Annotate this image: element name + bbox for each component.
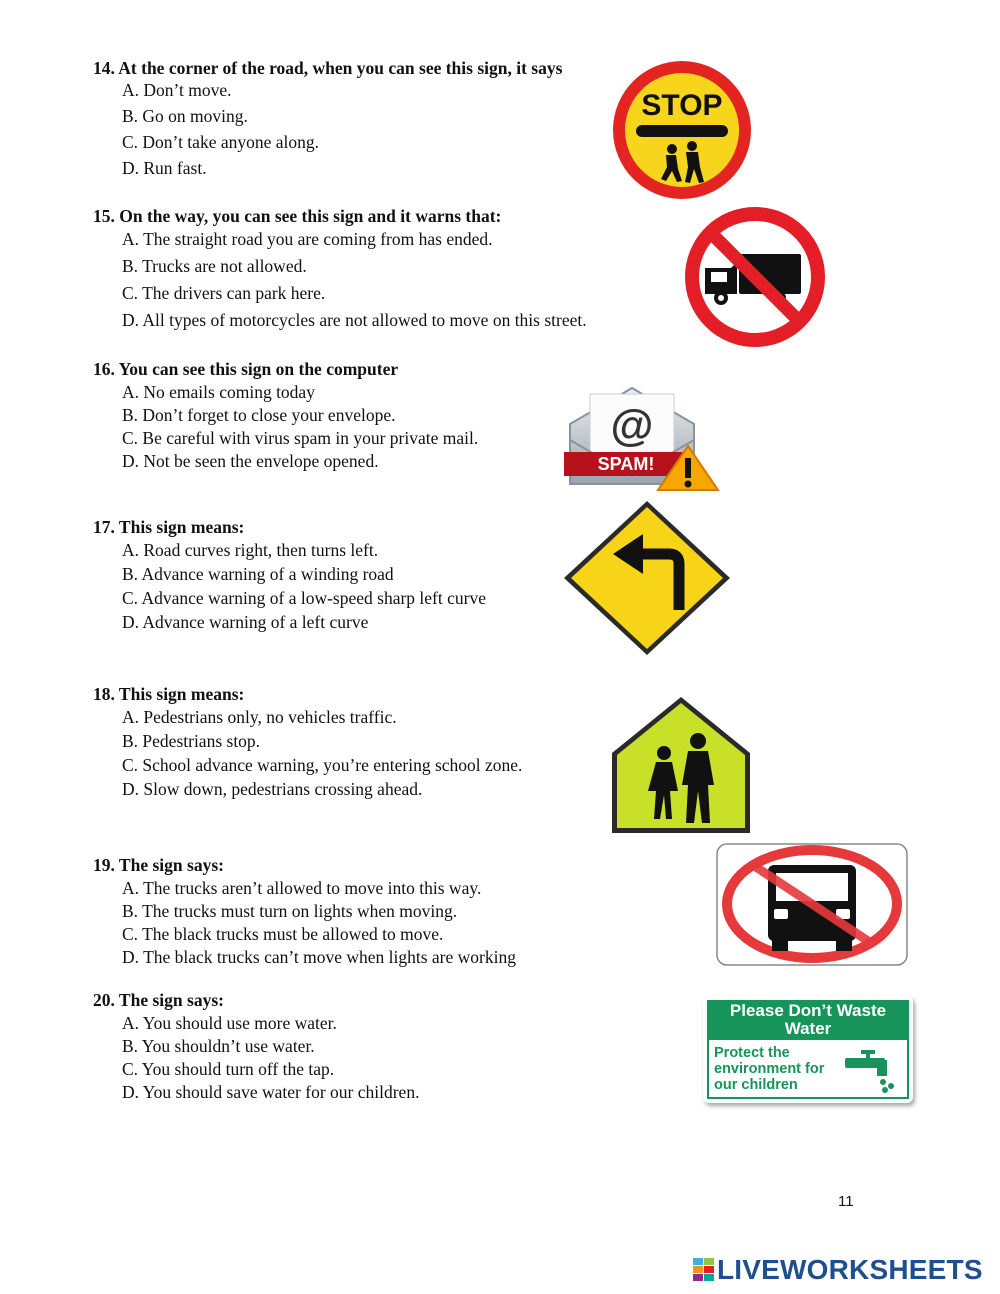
question-17 bbox=[93, 516, 486, 634]
option-d: D. You should save water for our children. bbox=[122, 1082, 420, 1102]
water-heading: Please Don’t Waste Water bbox=[707, 1000, 909, 1040]
no-trucks-sign-icon bbox=[716, 843, 908, 966]
brand-name: LIVEWORKSHEETS bbox=[717, 1254, 983, 1285]
left-curve-sign-icon bbox=[561, 498, 733, 658]
option-b: B. Advance warning of a winding road bbox=[122, 564, 394, 584]
option-b: B. Don’t forget to close your envelope. bbox=[122, 405, 396, 425]
page-number: 11 bbox=[838, 1193, 854, 1210]
question-19 bbox=[93, 854, 516, 969]
question-title: 14. At the corner of the road, when you can see this sign, it says bbox=[93, 58, 563, 78]
option-a: A. Don’t move. bbox=[122, 80, 232, 100]
stop-text: STOP bbox=[641, 89, 723, 122]
question-title: 20. The sign says: bbox=[93, 990, 224, 1010]
option-c: C. The drivers can park here. bbox=[122, 283, 326, 303]
question-title: 15. On the way, you can see this sign and it warns that: bbox=[93, 206, 502, 226]
question-18 bbox=[93, 683, 522, 801]
spam-email-icon bbox=[560, 380, 722, 494]
option-b: B. Go on moving. bbox=[122, 106, 248, 126]
question-title: 16. You can see this sign on the computer bbox=[93, 359, 399, 379]
option-c: C. Advance warning of a low-speed sharp left curve bbox=[122, 588, 486, 608]
question-20 bbox=[93, 989, 419, 1104]
option-d: D. Advance warning of a left curve bbox=[122, 612, 369, 632]
email-at-symbol: @ bbox=[610, 401, 654, 450]
option-b: B. Pedestrians stop. bbox=[122, 731, 261, 751]
option-a: A. You should use more water. bbox=[122, 1013, 337, 1033]
option-b: B. You shouldn’t use water. bbox=[122, 1036, 315, 1056]
option-d: D. Slow down, pedestrians crossing ahead. bbox=[122, 779, 423, 799]
option-d: D. Run fast. bbox=[122, 158, 207, 178]
option-c: C. The black trucks must be allowed to move. bbox=[122, 924, 444, 944]
option-a: A. No emails coming today bbox=[122, 382, 315, 402]
option-d: D. Not be seen the envelope opened. bbox=[122, 451, 379, 471]
liveworksheets-logo-icon bbox=[693, 1257, 715, 1283]
option-b: B. Trucks are not allowed. bbox=[122, 256, 307, 276]
stop-children-sign-icon bbox=[610, 59, 754, 201]
option-c: C. You should turn off the tap. bbox=[122, 1059, 335, 1079]
school-crossing-sign-icon bbox=[610, 695, 752, 835]
spam-text: SPAM! bbox=[597, 454, 655, 474]
option-c: C. School advance warning, you’re entering school zone. bbox=[122, 755, 523, 775]
option-a: A. Pedestrians only, no vehicles traffic. bbox=[122, 707, 397, 727]
option-a: A. The trucks aren’t allowed to move into this way. bbox=[122, 878, 482, 898]
water-sign bbox=[703, 996, 913, 1103]
water-tap-icon bbox=[845, 1048, 903, 1094]
option-b: B. The trucks must turn on lights when moving. bbox=[122, 901, 458, 921]
question-15 bbox=[93, 205, 587, 332]
option-a: A. Road curves right, then turns left. bbox=[122, 540, 379, 560]
water-body: Protect the environment for our children bbox=[714, 1045, 825, 1093]
question-title: 17. This sign means: bbox=[93, 517, 245, 537]
option-c: C. Be careful with virus spam in your private mail. bbox=[122, 428, 479, 448]
option-d: D. All types of motorcycles are not allowed to move on this street. bbox=[122, 310, 587, 330]
option-a: A. The straight road you are coming from has ended. bbox=[122, 229, 493, 249]
question-title: 19. The sign says: bbox=[93, 855, 224, 875]
question-title: 18. This sign means: bbox=[93, 684, 245, 704]
liveworksheets-logo bbox=[693, 1254, 983, 1286]
question-16 bbox=[93, 358, 478, 473]
option-c: C. Don’t take anyone along. bbox=[122, 132, 319, 152]
no-trucks-sign-icon bbox=[681, 206, 829, 348]
option-d: D. The black trucks can’t move when lights are working bbox=[122, 947, 516, 967]
question-14 bbox=[93, 57, 562, 180]
